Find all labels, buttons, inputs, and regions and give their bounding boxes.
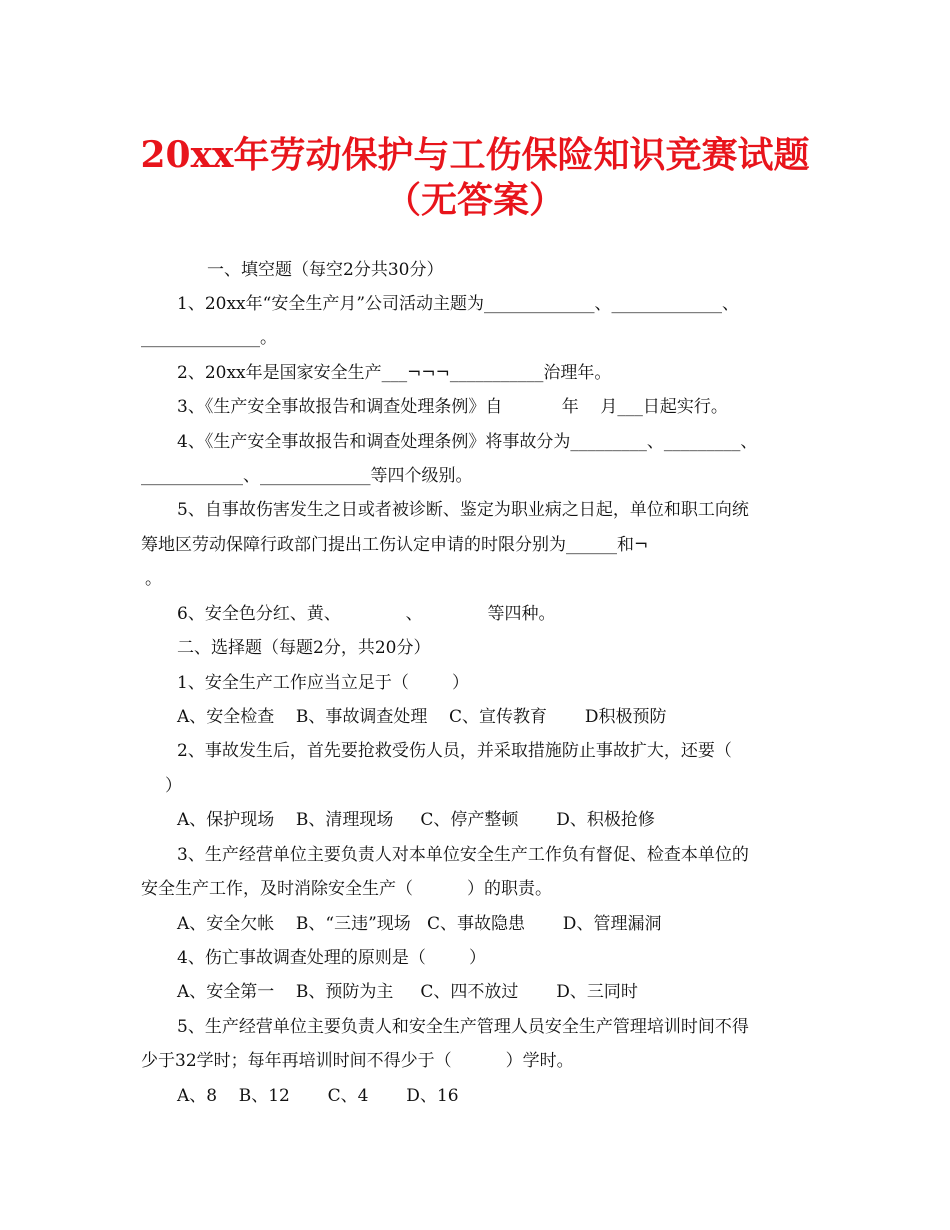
question-line: 3、《生产安全事故报告和调查处理条例》自 年 月___日起实行。 (177, 397, 728, 417)
question-line: 5、自事故伤害发生之日或者被诊断、鉴定为职业病之日起，单位和职工向统 (177, 500, 749, 520)
question-line: 4、伤亡事故调查处理的原则是（ ） (177, 948, 487, 968)
question-line: 3、生产经营单位主要负责人对本单位安全生产工作负有督促、检查本单位的 (177, 845, 749, 865)
question-line: ______________。 (141, 328, 277, 348)
question-line: 1、安全生产工作应当立足于（ ） (177, 673, 470, 693)
answer-options: A、8 B、12 C、4 D、16 (177, 1086, 459, 1106)
question-line: 少于32学时；每年再培训时间不得少于（ ）学时。 (141, 1051, 574, 1071)
question-line: 6、安全色分红、黄、 、 等四种。 (177, 604, 556, 624)
question-line: 筹地区劳动保障行政部门提出工伤认定申请的时限分别为______和¬ (141, 535, 649, 555)
answer-options: A、保护现场 B、清理现场 C、停产整顿 D、积极抢修 (177, 810, 655, 830)
question-line: 5、生产经营单位主要负责人和安全生产管理人员安全生产管理培训时间不得 (177, 1017, 749, 1037)
section-heading-choice: 二、选择题（每题2分，共20分） (177, 638, 431, 658)
question-line: 1、20xx年“安全生产月”公司活动主题为_____________、_____________、 (177, 294, 740, 314)
answer-options: A、安全第一 B、预防为主 C、四不放过 D、三同时 (177, 982, 638, 1002)
answer-options: A、安全检查 B、事故调查处理 C、宣传教育 D积极预防 (177, 707, 667, 727)
question-line: 2、20xx年是国家安全生产___¬¬¬___________治理年。 (177, 363, 612, 383)
question-line: 2、事故发生后，首先要抢救受伤人员，并采取措施防止事故扩大，还要（ (177, 741, 732, 761)
document-subtitle: （无答案） (384, 179, 565, 221)
question-line: 4、《生产安全事故报告和调查处理条例》将事故分为_________、_________、 (177, 432, 758, 452)
question-line: 。 (145, 569, 162, 589)
question-line: ） (165, 776, 182, 796)
answer-options: A、安全欠帐 B、“三违”现场 C、事故隐患 D、管理漏洞 (177, 914, 662, 934)
question-line: 安全生产工作，及时消除安全生产（ ）的职责。 (141, 879, 553, 899)
question-line: ____________、_____________等四个级别。 (141, 466, 473, 486)
document-title: 20xx年劳动保护与工伤保险知识竞赛试题 (140, 134, 810, 176)
section-heading-fill-blank: 一、填空题（每空2分共30分） (207, 260, 444, 280)
